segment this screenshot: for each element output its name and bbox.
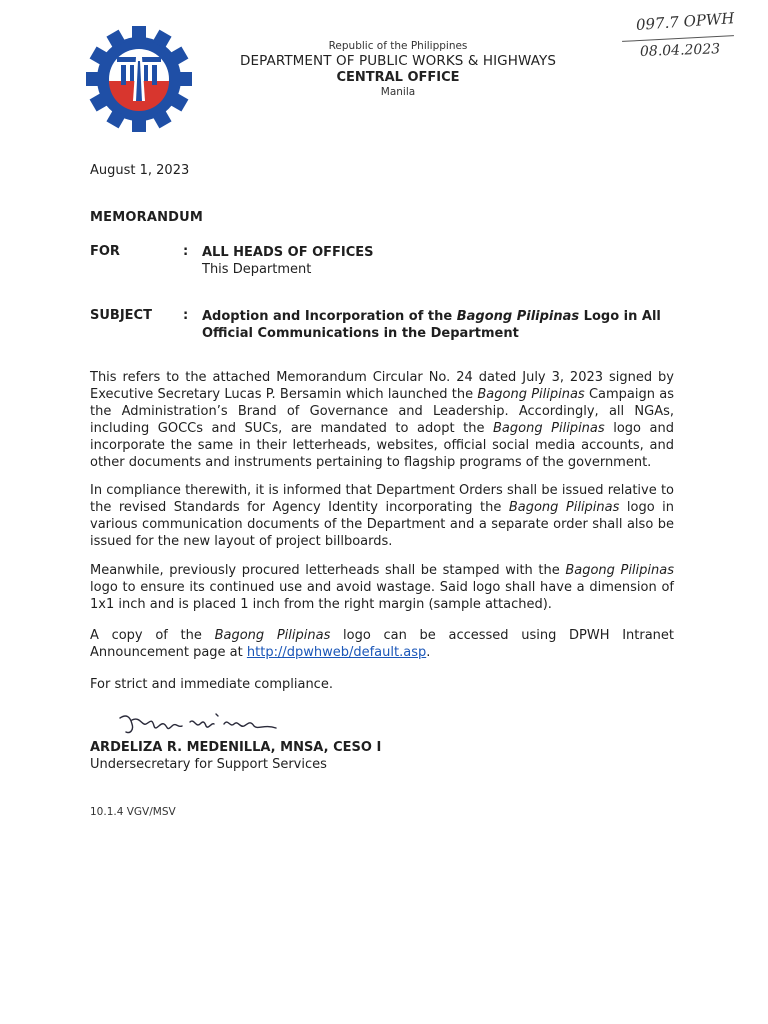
for-value	[202, 244, 662, 278]
signatory-title: Undersecretary for Support Services	[90, 757, 327, 772]
p4-text-b: logo can be accessed using DPWH Intranet Announcement page at	[90, 628, 675, 660]
for-recipient-sub: This Department	[202, 262, 312, 277]
subject-text	[202, 308, 662, 342]
p4-text-a: A copy of the	[90, 628, 215, 643]
subject-colon: :	[183, 308, 189, 323]
stamp-date: 08.04.2023	[639, 41, 721, 60]
p1-text-a: This refers to the attached Memorandum Circular No. 24 dated July 3, 2023 signed by Executive Secretary Lucas P. Bersamin which launched the	[90, 370, 674, 402]
subject-label: SUBJECT	[90, 308, 152, 323]
dpwh-logo	[84, 24, 194, 134]
paragraph-2	[90, 482, 674, 550]
receiving-stamp	[622, 9, 742, 66]
paragraph-1	[90, 369, 674, 471]
department-name: DEPARTMENT OF PUBLIC WORKS & HIGHWAYS	[239, 53, 557, 69]
p1-text-b: Campaign as the Administration’s Brand of Governance and Leadership. Accordingly, all NGAs, including GOCCs and SUCs, are mandated to adopt the	[90, 387, 674, 436]
p4-text-c: .	[426, 645, 431, 660]
paragraph-4	[90, 627, 674, 661]
for-label: FOR	[90, 244, 120, 259]
reference-code: 10.1.4 VGV/MSV	[90, 806, 176, 818]
p1-text-c: logo and incorporate the same in their letterheads, websites, official social media accounts, and other documents and instruments pertaining to flagship programs of the government.	[90, 421, 674, 470]
p1-italic-2: Bagong Pilipinas	[493, 421, 605, 436]
memo-title: MEMORANDUM	[90, 210, 204, 225]
subject-text-italic: Bagong Pilipinas	[456, 309, 580, 324]
stamp-reference: 097.7 OPWH	[635, 9, 735, 34]
p2-italic-1: Bagong Pilipinas	[508, 500, 620, 515]
intranet-link[interactable]: http://dpwhweb/default.asp	[246, 645, 427, 660]
p2-text-b: logo in various communication documents of the Department and a separate order shall also be issued for the new layout of project billboards.	[90, 500, 675, 549]
signatory-name: ARDELIZA R. MEDENILLA, MNSA, CESO I	[90, 740, 382, 755]
office-city: Manila	[380, 86, 416, 98]
p4-italic-1: Bagong Pilipinas	[214, 628, 331, 643]
memo-date: August 1, 2023	[90, 163, 190, 178]
letterhead	[220, 40, 576, 99]
for-colon: :	[183, 244, 189, 259]
paragraph-3	[90, 562, 674, 613]
for-recipient: ALL HEADS OF OFFICES	[202, 245, 374, 260]
p3-italic-1: Bagong Pilipinas	[565, 563, 674, 578]
p2-text-a: In compliance therewith, it is informed that Department Orders shall be issued relative to the revised Standards for Agency Identity incorporating the	[90, 483, 674, 515]
paragraph-5: For strict and immediate compliance.	[90, 677, 333, 692]
office-name: CENTRAL OFFICE	[336, 70, 460, 85]
subject-text-a: Adoption and Incorporation of the	[202, 309, 457, 324]
republic-line: Republic of the Philippines	[328, 40, 468, 52]
subject-text-b: Logo in All Official Communications in the Department	[202, 309, 661, 341]
p1-italic-1: Bagong Pilipinas	[477, 387, 585, 402]
p3-text-a: Meanwhile, previously procured letterheads shall be stamped with the	[90, 563, 566, 578]
handwritten-signature	[116, 704, 286, 744]
p3-text-b: logo to ensure its continued use and avoid wastage. Said logo shall have a dimension of 1x1 inch and is placed 1 inch from the right margin (sample attached).	[90, 580, 674, 612]
